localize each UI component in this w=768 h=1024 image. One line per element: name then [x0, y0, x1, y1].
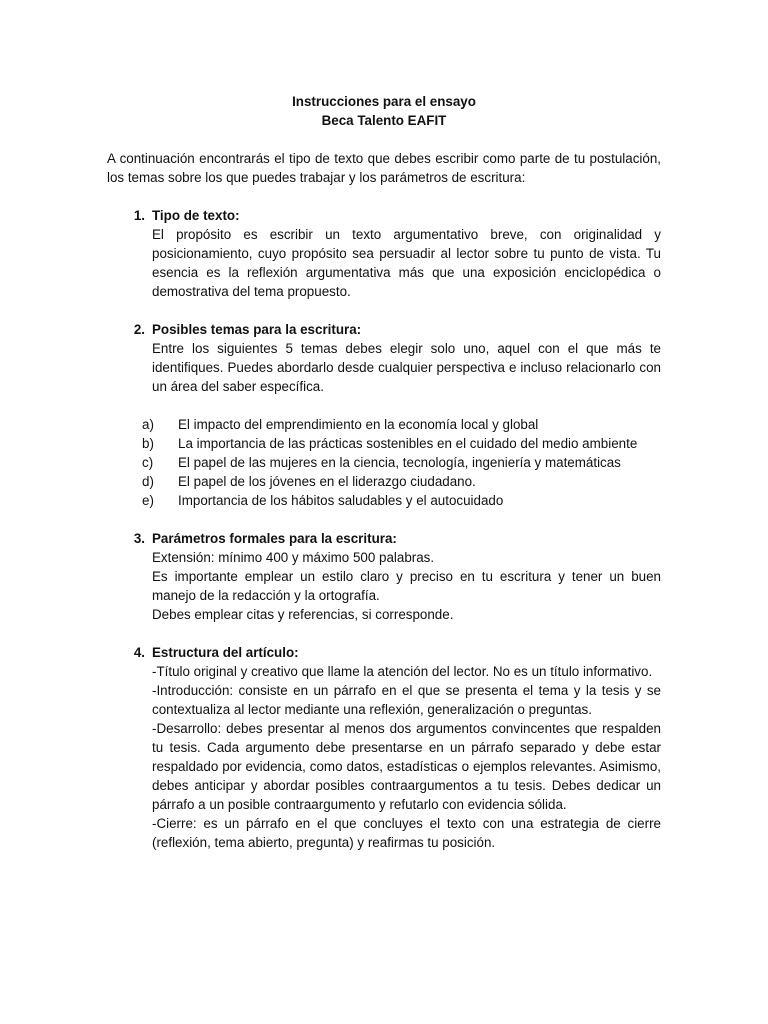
section-number: 2.	[133, 322, 145, 337]
section-paragraph: -Título original y creativo que llame la atención del lector. No es un título informativo.	[152, 664, 653, 679]
list-marker: a)	[142, 417, 154, 432]
topics-list	[107, 415, 661, 510]
section-title: Tipo de texto:	[152, 208, 240, 223]
list-marker: c)	[142, 455, 154, 470]
intro-paragraph: A continuación encontrarás el tipo de texto que debes escribir como parte de tu postulación, los temas sobre los que puedes trabajar y los parámetros de escritura:	[107, 151, 661, 185]
list-item-text: Importancia de los hábitos saludables y el autocuidado	[178, 493, 504, 508]
section-paragraph: Extensión: mínimo 400 y máximo 500 palabras.	[152, 550, 435, 565]
list-item-text: El papel de los jóvenes en el liderazgo ciudadano.	[178, 474, 476, 489]
list-item	[107, 472, 661, 491]
list-item-text: La importancia de las prácticas sostenibles en el cuidado del medio ambiente	[178, 436, 638, 451]
list-item	[107, 491, 661, 510]
list-marker: b)	[142, 436, 154, 451]
section-paragraph: Es importante emplear un estilo claro y preciso en tu escritura y tener un buen manejo de la redacción y la ortografía.	[152, 569, 661, 603]
list-item-text: El papel de las mujeres en la ciencia, tecnología, ingeniería y matemáticas	[178, 455, 621, 470]
section-parametros-formales	[107, 529, 661, 624]
section-paragraph: -Desarrollo: debes presentar al menos dos argumentos convincentes que respalden tu tesis. Cada argumento debe presentarse en un párrafo separado y debe estar respaldado por evidencia, como datos, estadísticas o ejemplos relevantes. Asimismo, debes anticipar y abordar posibles contraargumentos a tu tesis. Debes dedicar un párrafo a un posible contraargumento y refutarlo con evidencia sólida.	[152, 721, 661, 812]
section-paragraph: -Introducción: consiste en un párrafo en el que se presenta el tema y la tesis y se contextualiza al lector mediante una reflexión, generalización o preguntas.	[152, 683, 661, 717]
document-page	[107, 92, 661, 852]
section-number: 3.	[133, 531, 145, 546]
list-marker: e)	[142, 493, 154, 508]
document-subtitle: Beca Talento EAFIT	[321, 113, 447, 128]
section-paragraph: -Cierre: es un párrafo en el que concluyes el texto con una estrategia de cierre (reflexión, tema abierto, pregunta) y reafirmas tu posición.	[152, 816, 661, 850]
section-number: 1.	[133, 208, 145, 223]
section-title: Estructura del artículo:	[152, 645, 299, 660]
list-item	[107, 453, 661, 472]
section-tipo-de-texto	[107, 206, 661, 301]
list-item	[107, 434, 661, 453]
list-item-text: El impacto del emprendimiento en la economía local y global	[178, 417, 539, 432]
section-title: Parámetros formales para la escritura:	[152, 531, 397, 546]
section-paragraph: Entre los siguientes 5 temas debes elegir solo uno, aquel con el que más te identifiques. Puedes abordarlo desde cualquier perspectiva e incluso relacionarlo con un área del saber específica.	[152, 341, 661, 394]
section-paragraph: El propósito es escribir un texto argumentativo breve, con originalidad y posicionamiento, cuyo propósito sea persuadir al lector sobre tu punto de vista. Tu esencia es la reflexión argumentativa más que una exposición enciclopédica o demostrativa del tema propuesto.	[152, 227, 661, 299]
document-title: Instrucciones para el ensayo	[292, 94, 476, 109]
section-title: Posibles temas para la escritura:	[152, 322, 362, 337]
section-posibles-temas	[107, 320, 661, 396]
list-marker: d)	[142, 474, 154, 489]
list-item	[107, 415, 661, 434]
section-paragraph: Debes emplear citas y referencias, si corresponde.	[152, 607, 454, 622]
section-number: 4.	[133, 645, 145, 660]
section-estructura-articulo	[107, 643, 661, 852]
